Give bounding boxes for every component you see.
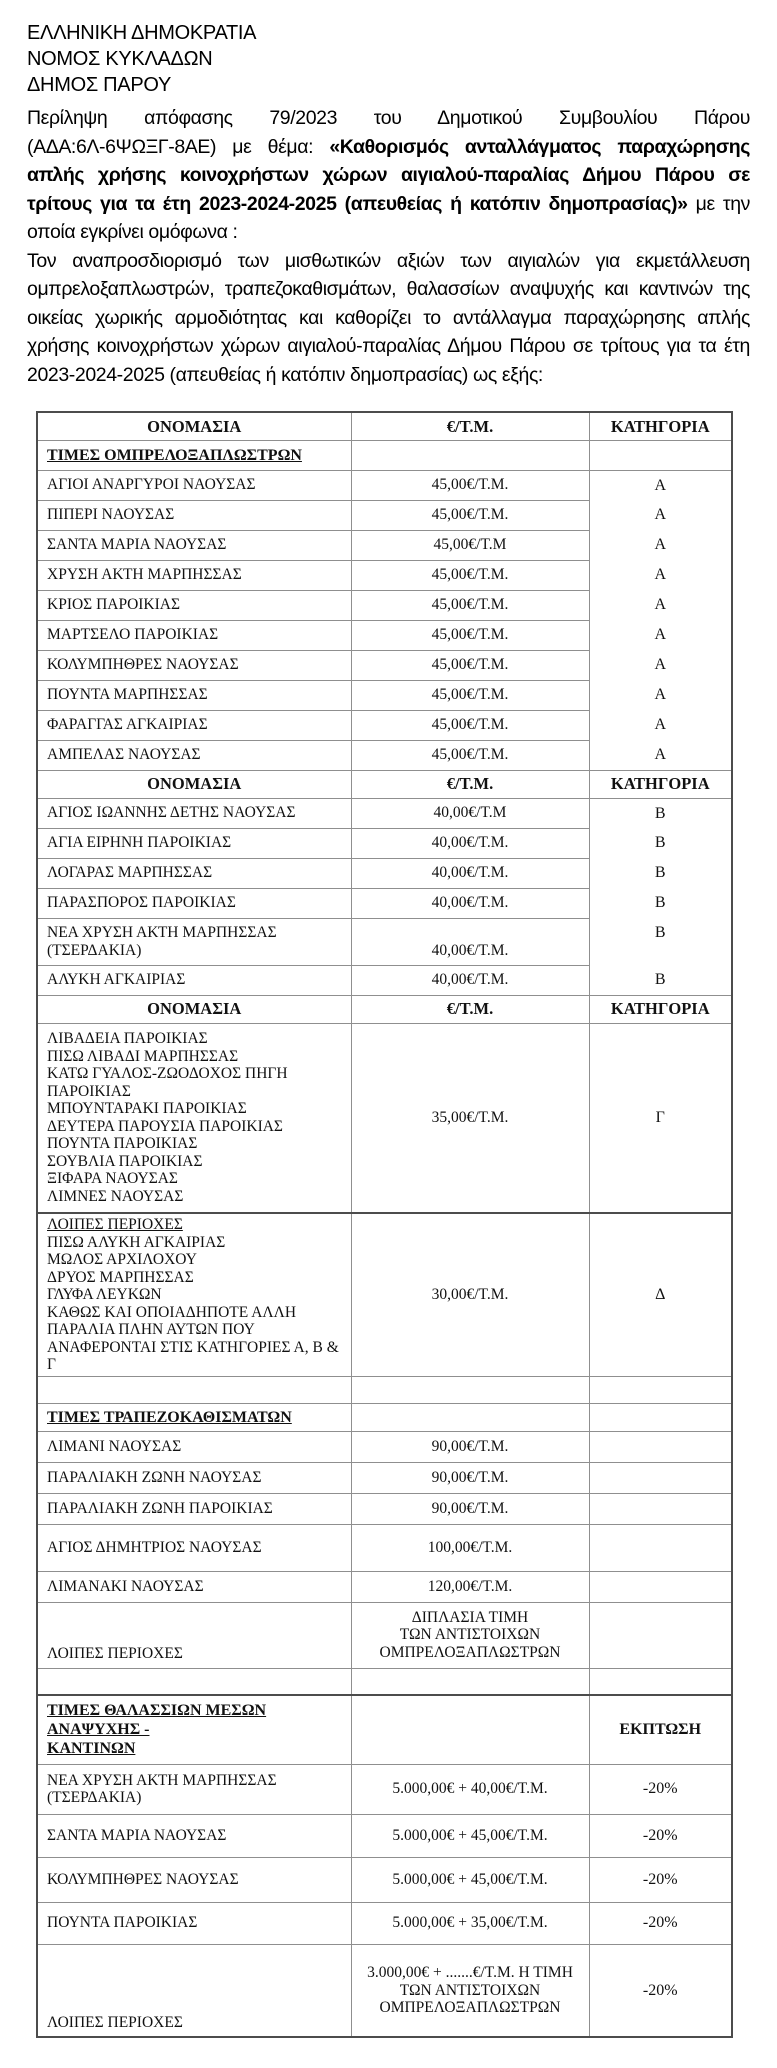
category-cell: Β <box>589 828 732 858</box>
beach-name-line: ΣΑΝΤΑ ΜΑΡΙΑ ΝΑΟΥΣΑΣ <box>47 1826 227 1844</box>
price-line: 35,00€/Τ.Μ. <box>431 1109 509 1126</box>
category-cell: Β <box>589 888 732 918</box>
gov-line-republic: ΕΛΛΗΝΙΚΗ ΔΗΜΟΚΡΑΤΙΑ <box>27 22 257 44</box>
beach-name-line: ΑΓΙΟΣ ΔΗΜΗΤΡΙΟΣ ΝΑΟΥΣΑΣ <box>47 1538 262 1556</box>
intro-text <box>27 104 750 389</box>
beach-name-line: ΛΟΓΑΡΑΣ ΜΑΡΠΗΣΣΑΣ <box>47 864 213 882</box>
price-line: 45,00€/Τ.Μ. <box>431 716 509 734</box>
price-cell <box>351 1571 589 1602</box>
beach-name-line: ΛΙΜΝΕΣ ΝΑΟΥΣΑΣ <box>47 1187 184 1205</box>
table-row <box>37 858 732 888</box>
beach-name-line: ΦΑΡΑΓΓΑΣ ΑΓΚΑΙΡΙΑΣ <box>47 716 208 734</box>
beach-name-line: ΚΡΙΟΣ ΠΑΡΟΙΚΙΑΣ <box>47 596 180 614</box>
category-column-header: ΚΑΤΗΓΟΡΙΑ <box>589 770 732 798</box>
category-cell <box>589 1668 732 1695</box>
beach-name-line: ΓΛΥΦΑ ΛΕΥΚΩΝ <box>47 1286 162 1303</box>
category-cell: Β <box>589 798 732 828</box>
price-line: 120,00€/Τ.Μ. <box>427 1577 513 1595</box>
category-cell: Α <box>589 560 732 590</box>
summary-text-end: με την οποία εγκρίνει ομόφωνα : <box>27 192 751 243</box>
beach-name-line: ΛΙΜΑΝΙ ΝΑΟΥΣΑΣ <box>47 1437 182 1455</box>
price-cell <box>351 1403 589 1431</box>
price-line: 45,00€/Τ.Μ. <box>431 596 509 614</box>
category-cell <box>589 440 732 470</box>
category-cell: Α <box>589 500 732 530</box>
category-cell: Α <box>589 650 732 680</box>
section-title-line: ΤΙΜΕΣ ΤΡΑΠΕΖΟΚΑΘΙΣΜΑΤΩΝ <box>47 1408 292 1426</box>
price-line: 45,00€/Τ.Μ <box>433 536 507 554</box>
name-cell <box>37 798 351 828</box>
category-cell: -20% <box>589 1764 732 1814</box>
beach-name-line: ΑΓΙΟΙ ΑΝΑΡΓΥΡΟΙ ΝΑΟΥΣΑΣ <box>47 476 256 494</box>
name-cell <box>37 470 351 500</box>
section-title-cell <box>37 1695 351 1764</box>
category-cell <box>589 1431 732 1462</box>
table-row <box>37 1524 732 1571</box>
name-cell <box>37 1462 351 1493</box>
name-cell <box>37 590 351 620</box>
category-cell: -20% <box>589 1857 732 1902</box>
price-line: 40,00€/Τ.Μ. <box>431 971 509 989</box>
table-row <box>37 710 732 740</box>
price-cell <box>351 918 589 965</box>
beach-name-line: ΠΟΥΝΤΑ ΠΑΡΟΙΚΙΑΣ <box>47 1135 198 1153</box>
name-column-header: ΟΝΟΜΑΣΙΑ <box>37 770 351 798</box>
beach-name-line: ΑΝΑΦΕΡΟΝΤΑΙ ΣΤΙΣ ΚΑΤΗΓΟΡΙΕΣ Α, Β & Γ <box>47 1338 339 1373</box>
price-cell <box>351 1814 589 1857</box>
table-row <box>37 470 732 500</box>
name-cell <box>37 620 351 650</box>
price-line: 5.000,00€ + 40,00€/Τ.Μ. <box>392 1780 548 1798</box>
beach-name-line: ΚΑΤΩ ΓΥΑΛΟΣ-ΖΩΟΔΟΧΟΣ ΠΗΓΗ <box>47 1065 288 1083</box>
category-cell: Α <box>589 530 732 560</box>
category-cell: Γ <box>589 1023 732 1213</box>
name-cell <box>37 1524 351 1571</box>
spacer-row <box>37 1376 732 1403</box>
price-column-header: €/Τ.Μ. <box>351 770 589 798</box>
table-row <box>37 560 732 590</box>
table-row <box>37 500 732 530</box>
category-cell: Α <box>589 680 732 710</box>
price-cell <box>351 560 589 590</box>
price-line: 45,00€/Τ.Μ. <box>431 626 509 644</box>
beach-name-line: ΜΠΟΥΝΤΑΡΑΚΙ ΠΑΡΟΙΚΙΑΣ <box>47 1100 247 1118</box>
section-title-line: ΤΙΜΕΣ ΟΜΠΡΕΛΟΞΑΠΛΩΣΤΡΩΝ <box>47 446 302 464</box>
price-line: 45,00€/Τ.Μ. <box>431 506 509 524</box>
price-cell <box>351 500 589 530</box>
table-row <box>37 1944 732 2037</box>
beach-name-line: ΑΓΙΑ ΕΙΡΗΝΗ ΠΑΡΟΙΚΙΑΣ <box>47 834 232 852</box>
price-column-header: €/Τ.Μ. <box>351 412 589 440</box>
beach-name-line: ΠΙΣΩ ΑΛΥΚΗ ΑΓΚΑΙΡΙΑΣ <box>47 1233 226 1251</box>
beach-name-line: ΠΑΡΑΣΠΟΡΟΣ ΠΑΡΟΙΚΙΑΣ <box>47 894 236 912</box>
name-cell <box>37 1493 351 1524</box>
price-line: ΟΜΠΡΕΛΟΞΑΠΛΩΣΤΡΩΝ <box>379 1999 561 2016</box>
name-cell <box>37 1944 351 2037</box>
name-cell <box>37 1431 351 1462</box>
category-cell: Β <box>589 858 732 888</box>
column-header-row <box>37 412 732 440</box>
price-line: 100,00€/Τ.Μ. <box>427 1538 513 1556</box>
price-line: 40,00€/Τ.Μ. <box>431 834 509 852</box>
name-cell <box>37 1602 351 1668</box>
intro-paragraph-2: Τον αναπροσδιορισμό των μισθωτικών αξιών των αιγιαλών για εκμετάλλευση ομπρελοξαπλωστρών, τραπεζοκαθισμάτων, θαλασσίων αναψυχής και καντινών της οικείας χωρικής αρμοδιότητας και καθορίζει το αντάλλαγμα παραχώρησης απλής χρήσης κοινοχρήστων χώρων αιγιαλού-παραλίας Δήμου Πάρου σε τρίτους για τα έτη 2023-2024-2025 (απευθείας ή κατόπιν δημοπρασίας) ως εξής: <box>27 249 750 386</box>
price-cell <box>351 1602 589 1668</box>
price-cell <box>351 1213 589 1376</box>
beach-name-line: ΜΩΛΟΣ ΑΡΧΙΛΟΧΟΥ <box>47 1251 197 1268</box>
price-cell <box>351 965 589 995</box>
beach-name-line: ΠΙΠΕΡΙ ΝΑΟΥΣΑΣ <box>47 506 175 524</box>
name-cell <box>37 1376 351 1403</box>
price-column-header: €/Τ.Μ. <box>351 995 589 1023</box>
price-line: ΟΜΠΡΕΛΟΞΑΠΛΩΣΤΡΩΝ <box>379 1643 561 1661</box>
beach-name-line: ΣΟΥΒΛΙΑ ΠΑΡΟΙΚΙΑΣ <box>47 1152 203 1170</box>
beach-name-line: ΚΑΘΩΣ ΚΑΙ ΟΠΟΙΑΔΗΠΟΤΕ ΑΛΛΗ <box>47 1303 297 1321</box>
beach-name-line: ΛΙΜΑΝΑΚΙ ΝΑΟΥΣΑΣ <box>47 1577 204 1595</box>
price-line: 5.000,00€ + 45,00€/Τ.Μ. <box>392 1870 548 1888</box>
price-cell <box>351 828 589 858</box>
price-cell <box>351 740 589 770</box>
price-cell <box>351 590 589 620</box>
table-row <box>37 620 732 650</box>
name-cell <box>37 858 351 888</box>
gov-line-municipality: ΔΗΜΟΣ ΠΑΡΟΥ <box>27 74 172 96</box>
table-row <box>37 1213 732 1376</box>
price-line: 40,00€/Τ.Μ. <box>431 942 509 959</box>
price-cell <box>351 710 589 740</box>
beach-name-line: ΣΑΝΤΑ ΜΑΡΙΑ ΝΑΟΥΣΑΣ <box>47 536 227 554</box>
category-cell: Δ <box>589 1213 732 1376</box>
price-cell <box>351 620 589 650</box>
spacer-row <box>37 1668 732 1695</box>
beach-name-line: ΚΟΛΥΜΠΗΘΡΕΣ ΝΑΟΥΣΑΣ <box>47 656 239 674</box>
category-cell <box>589 1462 732 1493</box>
table-row <box>37 1493 732 1524</box>
table-row <box>37 590 732 620</box>
table-row <box>37 740 732 770</box>
price-cell <box>351 1462 589 1493</box>
price-line: 45,00€/Τ.Μ. <box>431 476 509 494</box>
table-row <box>37 1814 732 1857</box>
column-header-row <box>37 995 732 1023</box>
price-line: 45,00€/Τ.Μ. <box>431 686 509 704</box>
table-row <box>37 965 732 995</box>
fees-table-body <box>37 412 732 2037</box>
price-cell <box>351 1944 589 2037</box>
table-row <box>37 1764 732 1814</box>
price-line: 45,00€/Τ.Μ. <box>431 746 509 764</box>
name-cell <box>37 530 351 560</box>
gov-line-prefecture: ΝΟΜΟΣ ΚΥΚΛΑΔΩΝ <box>27 48 213 70</box>
name-cell <box>37 680 351 710</box>
section-row <box>37 440 732 470</box>
table-row <box>37 1462 732 1493</box>
name-cell <box>37 828 351 858</box>
price-cell <box>351 1668 589 1695</box>
beach-name-line: ΠΟΥΝΤΑ ΜΑΡΠΗΣΣΑΣ <box>47 686 208 704</box>
name-cell <box>37 1213 351 1376</box>
price-cell <box>351 1764 589 1814</box>
fees-table <box>36 411 733 2038</box>
price-cell <box>351 680 589 710</box>
table-row <box>37 1023 732 1213</box>
name-cell <box>37 1857 351 1902</box>
name-cell <box>37 965 351 995</box>
price-cell <box>351 798 589 828</box>
beach-name-line: (ΤΣΕΡΔΑΚΙΑ) <box>47 941 142 959</box>
price-cell <box>351 1376 589 1403</box>
intro-paragraph-1 <box>27 104 750 247</box>
table-row <box>37 888 732 918</box>
category-cell: Α <box>589 590 732 620</box>
name-cell <box>37 650 351 680</box>
price-line: 5.000,00€ + 45,00€/Τ.Μ. <box>392 1826 548 1844</box>
price-line: 5.000,00€ + 35,00€/Τ.Μ. <box>392 1914 548 1932</box>
name-cell <box>37 918 351 965</box>
price-cell <box>351 1493 589 1524</box>
gov-header <box>27 20 750 98</box>
price-line: 3.000,00€ + .......€/Τ.Μ. Η ΤΙΜΗ <box>367 1964 573 1981</box>
section-row <box>37 1695 732 1764</box>
name-cell <box>37 1764 351 1814</box>
table-row <box>37 1902 732 1944</box>
price-line: 45,00€/Τ.Μ. <box>431 656 509 674</box>
price-cell <box>351 1857 589 1902</box>
beach-name-line: ΠΑΡΑΛΙΑ ΠΛΗΝ ΑΥΤΩΝ ΠΟΥ <box>47 1321 255 1338</box>
table-row <box>37 1431 732 1462</box>
price-cell <box>351 858 589 888</box>
beach-name-line: ΝΕΑ ΧΡΥΣΗ ΑΚΤΗ ΜΑΡΠΗΣΣΑΣ <box>47 1771 277 1789</box>
price-line: 90,00€/Τ.Μ. <box>431 1499 509 1517</box>
beach-name-line: ΜΑΡΤΣΕΛΟ ΠΑΡΟΙΚΙΑΣ <box>47 626 219 644</box>
beach-name-line: ΑΛΥΚΗ ΑΓΚΑΙΡΙΑΣ <box>47 971 186 989</box>
beach-name-line: ΠΑΡΑΛΙΑΚΗ ΖΩΝΗ ΝΑΟΥΣΑΣ <box>47 1468 262 1486</box>
beach-name-line: ΠΑΡΑΛΙΑΚΗ ΖΩΝΗ ΠΑΡΟΙΚΙΑΣ <box>47 1499 273 1517</box>
price-cell <box>351 650 589 680</box>
table-row <box>37 1571 732 1602</box>
name-cell <box>37 500 351 530</box>
table-row <box>37 650 732 680</box>
decision-subject-bold: «Καθορισμός ανταλλάγματος παραχώρησης απλής χρήσης κοινοχρήστων χώρων αιγιαλού-παραλίας Δήμου Πάρου σε τρίτους για τα έτη 2023-2024-2025 (απευθείας ή κατόπιν δημοπρασίας)» <box>27 135 751 215</box>
name-cell <box>37 1668 351 1695</box>
name-column-header: ΟΝΟΜΑΣΙΑ <box>37 995 351 1023</box>
price-cell <box>351 1902 589 1944</box>
table-row <box>37 798 732 828</box>
section-title-line: ΚΑΝΤΙΝΩΝ <box>47 1740 136 1758</box>
price-cell <box>351 530 589 560</box>
name-column-header: ΟΝΟΜΑΣΙΑ <box>37 412 351 440</box>
category-column-header: ΚΑΤΗΓΟΡΙΑ <box>589 995 732 1023</box>
price-line: ΔΙΠΛΑΣΙΑ ΤΙΜΗ <box>411 1608 529 1626</box>
price-cell <box>351 888 589 918</box>
price-line: 40,00€/Τ.Μ. <box>431 894 509 912</box>
table-row <box>37 1857 732 1902</box>
table-row <box>37 918 732 965</box>
category-cell: Α <box>589 620 732 650</box>
name-cell <box>37 1023 351 1213</box>
price-cell <box>351 1431 589 1462</box>
category-cell <box>589 1376 732 1403</box>
column-header-row <box>37 770 732 798</box>
price-line: 90,00€/Τ.Μ. <box>431 1437 509 1455</box>
category-cell: Α <box>589 470 732 500</box>
section-title-line: ΤΙΜΕΣ ΘΑΛΑΣΣΙΩΝ ΜΕΣΩΝ ΑΝΑΨΥΧΗΣ - <box>47 1702 267 1739</box>
beach-name-line: ΠΟΥΝΤΑ ΠΑΡΟΙΚΙΑΣ <box>47 1914 198 1932</box>
category-cell: Β <box>589 965 732 995</box>
category-cell: Α <box>589 740 732 770</box>
name-cell <box>37 888 351 918</box>
price-cell <box>351 1023 589 1213</box>
beach-name-line: ΠΑΡΟΙΚΙΑΣ <box>47 1082 131 1100</box>
category-cell <box>589 1524 732 1571</box>
table-row <box>37 530 732 560</box>
price-line: ΤΩΝ ΑΝΤΙΣΤΟΙΧΩΝ <box>399 1981 541 1999</box>
beach-name-line: ΛΟΙΠΕΣ ΠΕΡΙΟΧΕΣ <box>47 2013 183 2031</box>
category-cell <box>589 1493 732 1524</box>
beach-name-line: ΞΙΦΑΡΑ ΝΑΟΥΣΑΣ <box>47 1170 178 1188</box>
name-cell <box>37 740 351 770</box>
beach-name-line: ΧΡΥΣΗ ΑΚΤΗ ΜΑΡΠΗΣΣΑΣ <box>47 566 242 584</box>
summary-text: Περίληψη απόφασης 79/2023 του Δημοτικού Συμβουλίου Πάρου (ΑΔΑ:6Λ-6ΨΩΞΓ-8ΑΕ) με θέμα: <box>27 107 750 158</box>
name-cell <box>37 1902 351 1944</box>
beach-name-line: ΝΕΑ ΧΡΥΣΗ ΑΚΤΗ ΜΑΡΠΗΣΣΑΣ <box>47 924 277 941</box>
category-cell: Β <box>589 918 732 965</box>
name-cell <box>37 1814 351 1857</box>
category-cell <box>589 1602 732 1668</box>
beach-name-line: ΛΟΙΠΕΣ ΠΕΡΙΟΧΕΣ <box>47 1645 183 1662</box>
beach-name-line: ΔΡΥΟΣ ΜΑΡΠΗΣΣΑΣ <box>47 1268 194 1286</box>
section-title-cell <box>37 1403 351 1431</box>
price-cell <box>351 470 589 500</box>
section-row <box>37 1403 732 1431</box>
category-cell <box>589 1403 732 1431</box>
price-cell <box>351 1524 589 1571</box>
price-cell <box>351 1695 589 1764</box>
beach-name-line: ΑΓΙΟΣ ΙΩΑΝΝΗΣ ΔΕΤΗΣ ΝΑΟΥΣΑΣ <box>47 804 296 822</box>
price-line: 90,00€/Τ.Μ. <box>431 1468 509 1486</box>
beach-name-line: ΠΙΣΩ ΛΙΒΑΔΙ ΜΑΡΠΗΣΣΑΣ <box>47 1047 239 1065</box>
price-line: 30,00€/Τ.Μ. <box>431 1286 509 1303</box>
section-title-cell <box>37 440 351 470</box>
beach-name-line: ΔΕΥΤΕΡΑ ΠΑΡΟΥΣΙΑ ΠΑΡΟΙΚΙΑΣ <box>47 1117 283 1135</box>
price-line: 40,00€/Τ.Μ. <box>431 864 509 882</box>
beach-name-line: ΚΟΛΥΜΠΗΘΡΕΣ ΝΑΟΥΣΑΣ <box>47 1870 239 1888</box>
category-cell: -20% <box>589 1814 732 1857</box>
name-cell <box>37 710 351 740</box>
table-row <box>37 680 732 710</box>
beach-name-line: ΛΟΙΠΕΣ ΠΕΡΙΟΧΕΣ <box>47 1216 183 1233</box>
price-cell <box>351 440 589 470</box>
category-cell: -20% <box>589 1902 732 1944</box>
beach-name-line: (ΤΣΕΡΔΑΚΙΑ) <box>47 1789 142 1806</box>
price-line: 45,00€/Τ.Μ. <box>431 566 509 584</box>
name-cell <box>37 1571 351 1602</box>
beach-name-line: ΑΜΠΕΛΑΣ ΝΑΟΥΣΑΣ <box>47 746 201 764</box>
category-cell: Α <box>589 710 732 740</box>
category-cell: ΕΚΠΤΩΣΗ <box>589 1695 732 1764</box>
beach-name-line: ΛΙΒΑΔΕΙΑ ΠΑΡΟΙΚΙΑΣ <box>47 1030 208 1048</box>
name-cell <box>37 560 351 590</box>
price-line: 40,00€/Τ.Μ <box>433 804 507 822</box>
price-line: ΤΩΝ ΑΝΤΙΣΤΟΙΧΩΝ <box>399 1626 541 1644</box>
category-column-header: ΚΑΤΗΓΟΡΙΑ <box>589 412 732 440</box>
table-row <box>37 1602 732 1668</box>
category-cell <box>589 1571 732 1602</box>
category-cell: -20% <box>589 1944 732 2037</box>
table-row <box>37 828 732 858</box>
